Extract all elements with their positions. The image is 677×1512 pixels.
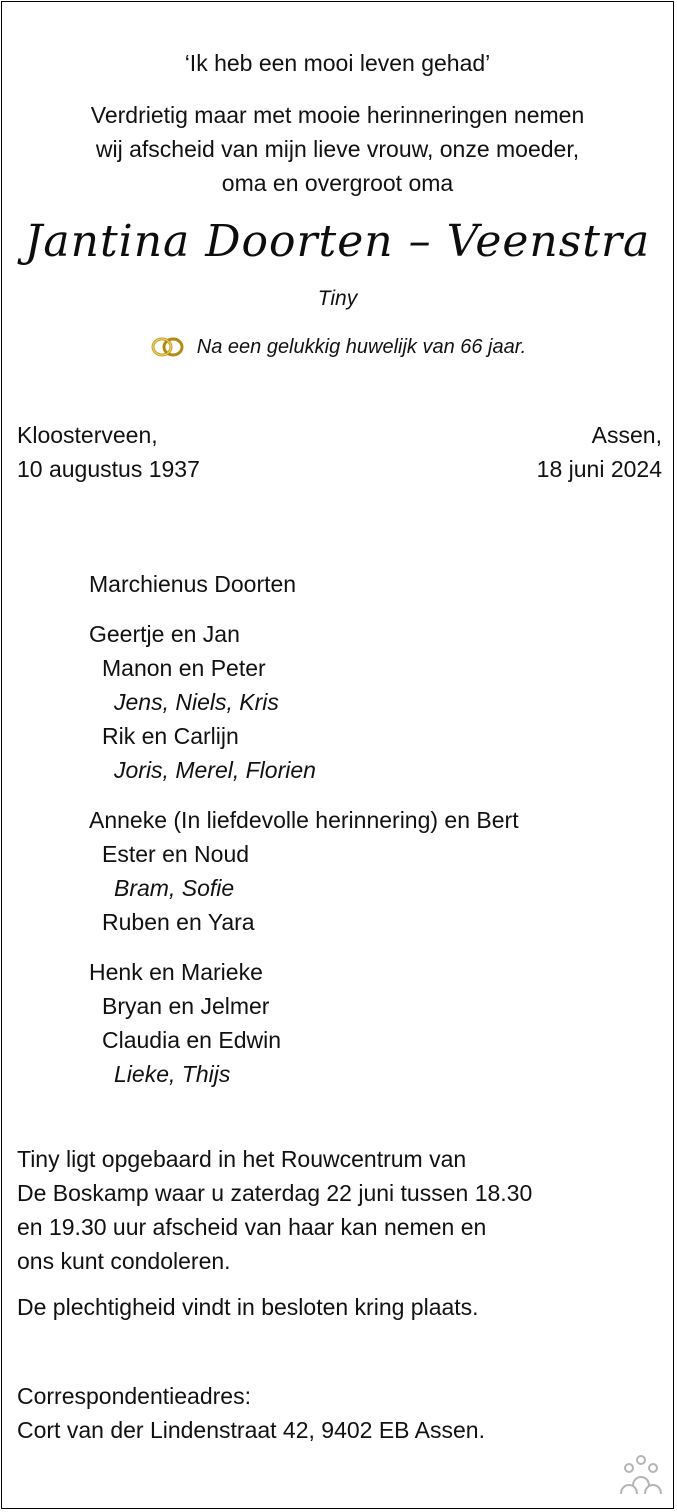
obituary-card	[1, 1, 674, 1509]
birth-date: 10 augustus 1937	[17, 456, 200, 482]
ceremony-notice: De plechtigheid vindt in besloten kring plaats.	[17, 1294, 479, 1320]
nickname: Tiny	[317, 287, 358, 310]
great-grandchildren: Lieke, Thijs	[114, 1061, 231, 1087]
grandchild-couple: Bryan en Jelmer	[102, 993, 270, 1019]
people-group-logo-icon	[617, 1454, 665, 1498]
viewing-notice	[17, 1142, 532, 1278]
quote: ‘Ik heb een mooi leven gehad’	[184, 50, 491, 76]
grandchild-couple: Ester en Noud	[102, 841, 250, 867]
grandchild-couple: Manon en Peter	[102, 655, 266, 681]
notice-line: ons kunt condoleren.	[17, 1248, 231, 1274]
death-date: 18 juni 2024	[536, 456, 662, 482]
grandchild-couple: Rik en Carlijn	[102, 723, 239, 749]
family-group	[89, 617, 519, 787]
death-info	[537, 418, 662, 486]
notice-line: Tiny ligt opgebaard in het Rouwcentrum van	[17, 1146, 467, 1172]
address-label: Correspondentieadres:	[17, 1383, 251, 1409]
intro-line: oma en overgroot oma	[221, 170, 454, 196]
address-line: Cort van der Lindenstraat 42, 9402 EB Assen.	[17, 1417, 485, 1443]
intro-line: Verdrietig maar met mooie herinneringen nemen	[90, 102, 585, 128]
grandchild-couple: Claudia en Edwin	[102, 1027, 282, 1053]
spouse-name: Marchienus Doorten	[89, 571, 297, 597]
child-couple: Geertje en Jan	[89, 621, 240, 647]
deceased-name: Jantina Doorten – Veenstra	[24, 216, 651, 267]
grandchild-couple: Ruben en Yara	[102, 909, 255, 935]
family-group	[89, 803, 519, 939]
notice-line: en 19.30 uur afscheid van haar kan nemen en	[17, 1214, 487, 1240]
notice-line: De Boskamp waar u zaterdag 22 juni tussen 18.30	[17, 1180, 533, 1206]
great-grandchildren: Bram, Sofie	[114, 875, 235, 901]
family-group	[89, 955, 519, 1091]
family-list	[89, 567, 519, 1107]
spouse-group	[89, 567, 519, 601]
intro-text	[2, 98, 673, 200]
correspondence-address	[17, 1379, 485, 1447]
birth-info	[17, 418, 200, 486]
child-couple: Anneke (In liefdevolle herinnering) en Bert	[89, 807, 519, 833]
marriage-text: Na een gelukkig huwelijk van 66 jaar.	[196, 335, 527, 358]
intro-line: wij afscheid van mijn lieve vrouw, onze moeder,	[95, 136, 580, 162]
wedding-rings-icon	[149, 335, 187, 359]
death-place: Assen,	[591, 422, 662, 448]
birth-place: Kloosterveen,	[17, 422, 158, 448]
child-couple: Henk en Marieke	[89, 959, 263, 985]
great-grandchildren: Joris, Merel, Florien	[114, 757, 316, 783]
great-grandchildren: Jens, Niels, Kris	[114, 689, 279, 715]
marriage-line	[2, 335, 673, 359]
